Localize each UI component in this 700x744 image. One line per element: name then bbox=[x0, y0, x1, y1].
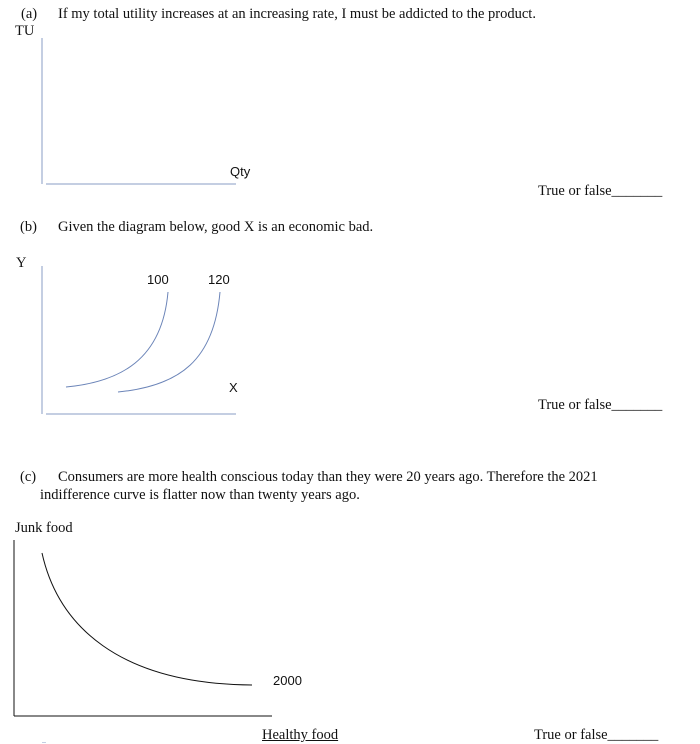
question-c-text-line1: Consumers are more health conscious today than they were 20 years ago. Therefore the 2021 bbox=[58, 469, 598, 485]
y-axis-label: Y bbox=[16, 255, 27, 271]
question-a-answer-prompt: True or false_______ bbox=[538, 183, 663, 199]
tu-axis-label: TU bbox=[15, 23, 35, 39]
question-b-text: Given the diagram below, good X is an economic bad. bbox=[58, 219, 374, 235]
healthy-food-axis-label: Healthy food bbox=[262, 727, 339, 743]
indifference-curve-100 bbox=[66, 292, 168, 387]
curve-label-2000: 2000 bbox=[273, 673, 302, 688]
question-a-label: (a) bbox=[21, 6, 38, 22]
question-c-text-line2: indifference curve is flatter now than twenty years ago. bbox=[40, 487, 360, 503]
question-a-text: If my total utility increases at an increasing rate, I must be addicted to the product. bbox=[58, 6, 536, 22]
x-axis-label: X bbox=[229, 380, 238, 395]
curve-label-120: 120 bbox=[208, 272, 230, 287]
question-b-label: (b) bbox=[20, 219, 37, 235]
junk-food-axis-label: Junk food bbox=[15, 520, 73, 536]
question-b-answer-prompt: True or false_______ bbox=[538, 397, 663, 413]
question-c-answer-prompt: True or false_______ bbox=[534, 727, 659, 743]
indifference-curve-120 bbox=[118, 292, 220, 392]
qty-axis-label: Qty bbox=[230, 164, 251, 179]
curve-label-100: 100 bbox=[147, 272, 169, 287]
indifference-curve-2000 bbox=[42, 553, 252, 685]
question-c-label: (c) bbox=[20, 469, 37, 485]
